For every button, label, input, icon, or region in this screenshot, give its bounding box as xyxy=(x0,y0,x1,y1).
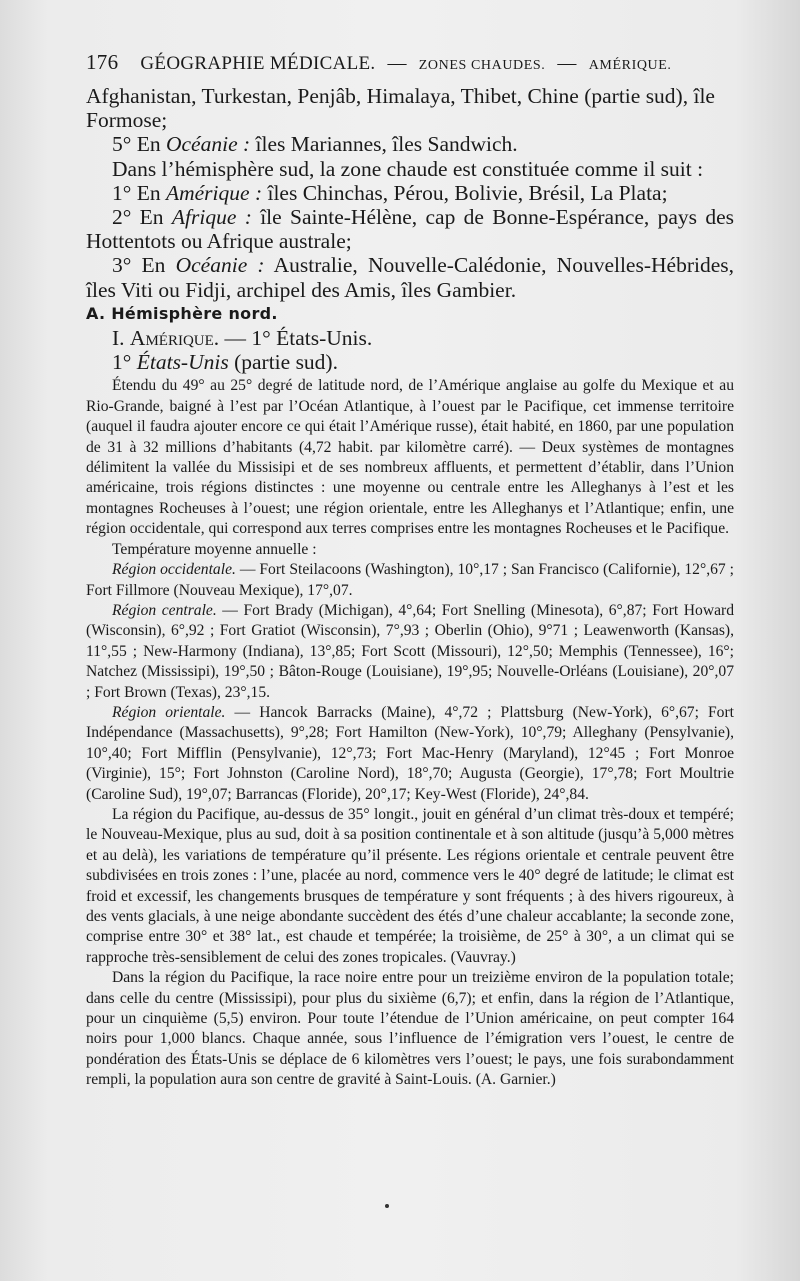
region-label: Région occidentale. xyxy=(112,561,236,579)
south-item-america xyxy=(86,181,734,205)
paragraph-pacific: La région du Pacifique, au-dessus de 35° longit., jouit en général d’un climat très-doux et tempéré; le Nouveau-Mexique, plus au sud, doit à sa position continentale et à son altitude (jusqu’à 5,000 mètres et au delà), les variations de température qu’il présente. Les régions orientale et centrale peuvent être subdivisées en trois zones : l’une, placée au nord, commence vers le 40° degré de latitude; le climat est froid et excessif, les changements brusques de température y sont fréquents ; à des hivers rigoureux, à des vents glacials, à une neige abondante succèdent des étés d’une chaleur accablante; la seconde zone, comprise entre 30° et 38° lat., est chaude et tempérée; la troisième, de 25° à 30°, a un climat qui se rapproche très-sensiblement de celui des zones tropicales. (Vauvray.) xyxy=(86,805,734,966)
subsection-heading xyxy=(86,350,734,374)
heading-number: I. xyxy=(112,326,130,351)
running-section: ZONES CHAUDES. xyxy=(418,58,546,73)
page-number: 176 xyxy=(86,50,119,74)
item-number: 5° En xyxy=(112,132,166,157)
temperature-heading: Température moyenne annuelle : xyxy=(112,540,317,558)
region-text: — Fort Steilacoons (Washington), 10°,17 ; San Francisco (Californie), 12°,67 ; Fort Fillmore (Nouveau Mexique), 17°,07. xyxy=(86,561,734,599)
item-number: 3° En xyxy=(112,253,176,278)
south-item-africa xyxy=(86,205,734,253)
item-text: Australie, Nouvelle-Calédonie, Nouvelles-Hébrides, îles Viti ou Fidji, archipel des Amis, îles Gambier. xyxy=(86,253,734,302)
running-title: GÉOGRAPHIE MÉDICALE. xyxy=(140,53,376,74)
intro-block xyxy=(86,84,734,374)
header-dash: — xyxy=(387,53,407,74)
region-east xyxy=(86,703,734,805)
south-item-oceania xyxy=(86,253,734,301)
heading-america: Amérique. xyxy=(129,326,220,351)
south-intro: Dans l’hémisphère sud, la zone chaude est constituée comme il suit : xyxy=(112,156,704,181)
intro-line: Afghanistan, Turkestan, Penjâb, Himalaya, Thibet, Chine (partie sud), île Formose; xyxy=(86,84,715,133)
paragraph-population: Dans la région du Pacifique, la race noire entre pour un treizième environ de la population totale; dans celle du centre (Mississipi), pour plus du sixième (6,7); et enfin, dans la région de l’Atlantique, pour un cinquième (5,5) environ. Pour toute l’étendue de l’Union américaine, on peut compter 164 noirs pour 1,000 blancs. Chaque année, sous l’influence de l’émigration vers l’ouest, le centre de pondération des États-Unis se déplace de 6 kilomètres vers l’ouest; le pays, une fois surabondamment rempli, la population aura son centre de gravité à Saint-Louis. (A. Garnier.) xyxy=(86,969,734,1089)
heading-rest: (partie sud). xyxy=(228,350,338,375)
heading-italic: États-Unis xyxy=(136,350,229,375)
item-label: Amérique : xyxy=(165,180,263,205)
item-label: Océanie : xyxy=(165,132,251,157)
running-header xyxy=(86,50,734,84)
heading-rest: — 1° États-Unis. xyxy=(219,326,373,351)
item-text: îles Mariannes, îles Sandwich. xyxy=(250,132,518,157)
heading-number: 1° xyxy=(112,350,137,375)
region-central xyxy=(86,601,734,703)
section-heading-a: A. Hémisphère nord. xyxy=(86,303,278,323)
running-subsection: AMÉRIQUE. xyxy=(588,58,672,73)
paragraph-extent: Étendu du 49° au 25° degré de latitude nord, de l’Amérique anglaise au golfe du Mexique et au Rio-Grande, baigné à l’est par l’Océan Atlantique, à l’ouest par le Pacifique, cet immense territoire (auquel il faudra ajouter encore ce qui était l’Amérique russe), était habité, en 1860, par une population de 31 à 32 millions d’habitants (4,72 habit. par kilomètre carré). — Deux systèmes de montagnes délimitent la vallée du Missisipi et de ses nombreux affluents, et permettent d’établir, dans l’Union américaine, trois régions distinctes : une moyenne ou centrale entre les Alleghanys à l’est et les montagnes Rocheuses à l’ouest; une région orientale, entre les Alleghanys et l’Atlantique; enfin, une région occidentale, qui correspond aux terres comprises entre les montagnes Rocheuses et le Pacifique. xyxy=(86,377,734,538)
item-label: Océanie : xyxy=(175,253,265,278)
body-small-text xyxy=(86,376,734,1090)
oceanie-north-item xyxy=(86,132,734,156)
region-west xyxy=(86,560,734,601)
item-text: île Sainte-Hélène, cap de Bonne-Espérance, pays des Hottentots ou Afrique australe; xyxy=(86,205,734,254)
item-number: 2° En xyxy=(112,205,172,230)
region-label: Région orientale. xyxy=(112,703,226,721)
item-text: îles Chinchas, Pérou, Bolivie, Brésil, La Plata; xyxy=(262,180,668,205)
item-label: Afrique : xyxy=(171,205,252,230)
region-text: — Hancok Barracks (Maine), 4°,72 ; Plattsburg (New-York), 6°,67; Fort Indépendance (Massachusetts), 9°,28; Fort Hamilton (New-York), 10°,79; Alleghany (Pensylvanie), 10°,40; Fort Mifflin (Pensylvanie), 12°,73; Fort Mac-Henry (Maryland), 12°45 ; Fort Monroe (Virginie), 15°; Fort Johnston (Caroline Nord), 18°,70; Augusta (Georgie), 17°,78; Fort Moultrie (Caroline Sud), 19°,07; Barrancas (Floride), 20°,17; Key-West (Floride), 24°,84. xyxy=(86,703,735,803)
header-dash: — xyxy=(557,53,577,74)
region-text: — Fort Brady (Michigan), 4°,64; Fort Snelling (Minesota), 6°,87; Fort Howard (Wisconsin), 6°,92 ; Fort Gratiot (Wisconsin), 7°,93 ; Oberlin (Ohio), 9°71 ; Leawenworth (Kansas), 11°,55 ; New-Harmony (Indiana), 13°,85; Fort Scott (Missouri), 12°,50; Memphis (Tennessee), 16°; Natchez (Mississipi), 19°,50 ; Bâton-Rouge (Louisiane), 19°,95; Nouvelle-Orléans (Louisiane), 20°,07 ; Fort Brown (Texas), 23°,15. xyxy=(86,601,734,701)
region-label: Région centrale. xyxy=(112,601,217,619)
printer-dot xyxy=(385,1204,389,1208)
section-heading-1 xyxy=(86,326,734,350)
page-content xyxy=(86,50,734,1091)
item-number: 1° En xyxy=(112,180,166,205)
